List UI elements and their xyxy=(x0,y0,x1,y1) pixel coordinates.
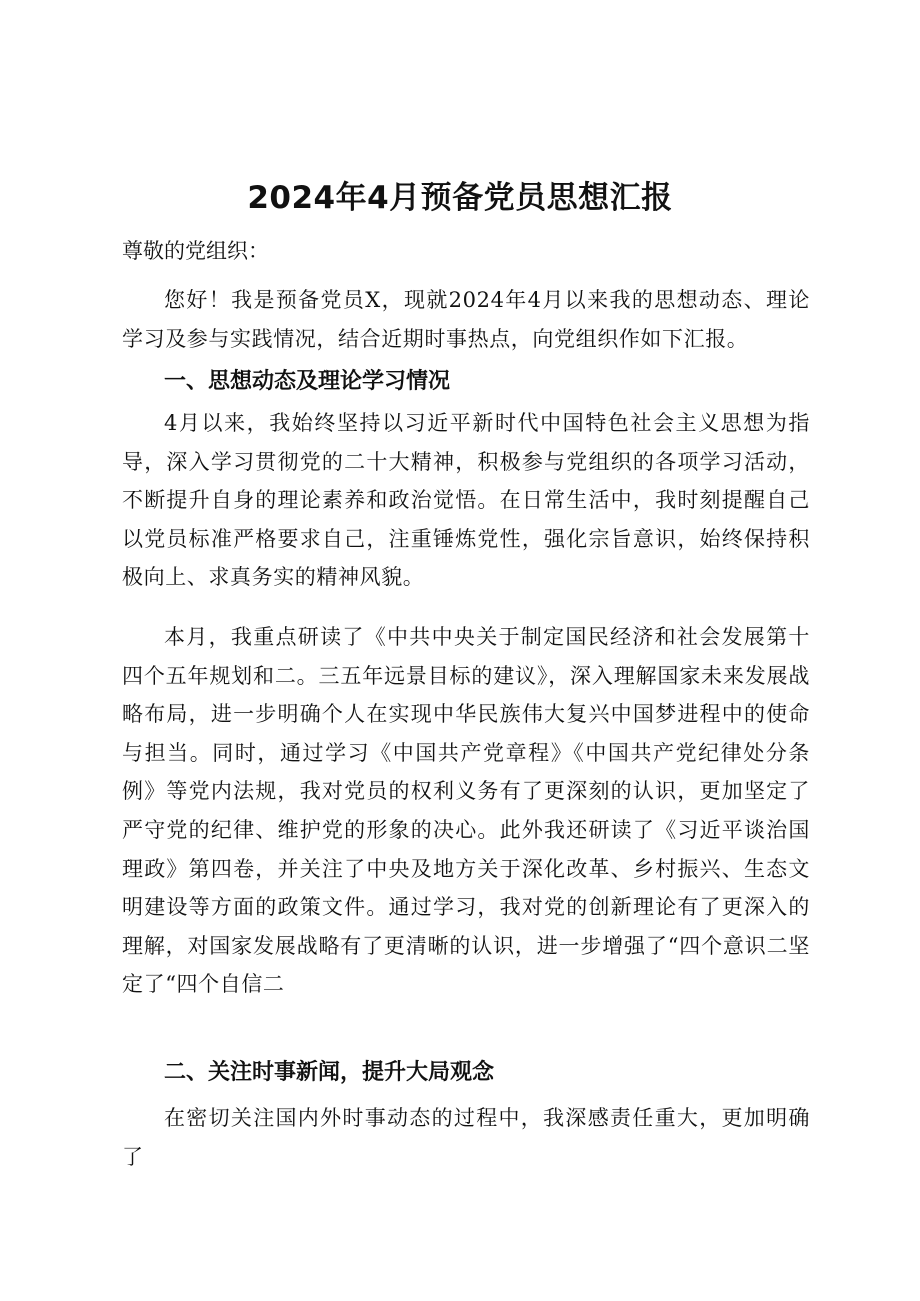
section-1-paragraph-2: 本月，我重点研读了《中共中央关于制定国民经济和社会发展第十四个五年规划和二。三五年远景目标的建议》，深入理解国家未来发展战略布局，进一步明确个人在实现中华民族伟大复兴中国梦进程中的使命与担当。同时，通过学习《中国共产党章程》《中国共产党纪律处分条例》等党内法规，我对党员的权利义务有了更深刻的认识，更加坚定了严守党的纪律、维护党的形象的决心。此外我还研读了《习近平谈治国理政》第四卷，并关注了中央及地方关于深化改革、乡村振兴、生态文明建设等方面的政策文件。通过学习，我对党的创新理论有了更深入的理解，对国家发展战略有了更清晰的认识，进一步增强了“四个意识二坚定了“四个自信二 xyxy=(122,625,810,997)
section-1-heading: 一、思想动态及理论学习情况 xyxy=(164,369,451,394)
document-title: 2024年4月预备党员思想汇报 xyxy=(247,180,673,216)
section-1-paragraph-1: 4月以来，我始终坚持以习近平新时代中国特色社会主义思想为指导，深入学习贯彻党的二十大精神，积极参与党组织的各项学习活动，不断提升自身的理论素养和政治觉悟。在日常生活中，我时刻提醒自己以党员标准严格要求自己，注重锤炼党性，强化宗旨意识，始终保持积极向上、求真务实的精神风貌。 xyxy=(122,411,810,590)
section-2-heading: 二、关注时事新闻，提升大局观念 xyxy=(164,1060,495,1085)
section-2-paragraph-1: 在密切关注国内外时事动态的过程中，我深感责任重大，更加明确了 xyxy=(122,1106,810,1169)
salutation: 尊敬的党组织： xyxy=(122,239,269,263)
intro-paragraph: 您好！我是预备党员X，现就2024年4月以来我的思想动态、理论学习及参与实践情况，结合近期时事热点，向党组织作如下汇报。 xyxy=(122,288,810,351)
